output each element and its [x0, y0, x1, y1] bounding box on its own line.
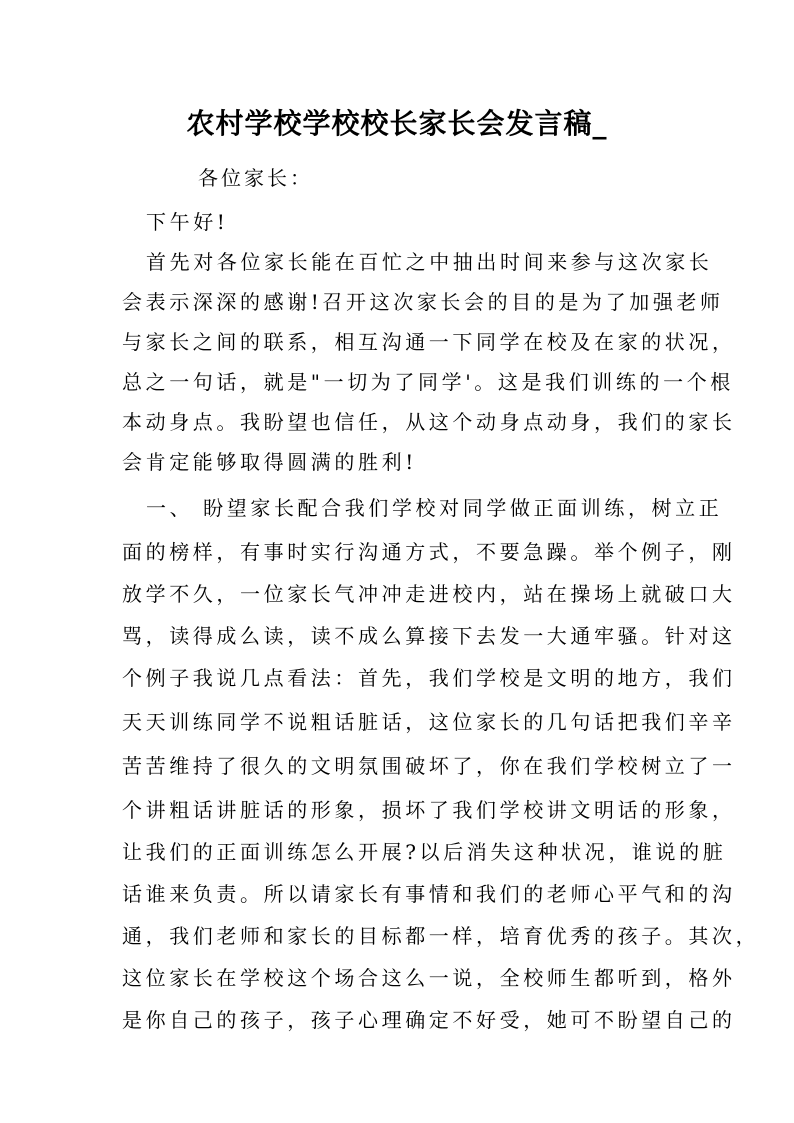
text-line: 天天训练同学不说粗话脏话，这位家长的几句话把我们辛辛: [122, 710, 736, 734]
greeting: 下午好!: [146, 210, 229, 234]
text-line: 会表示深深的感谢!召开这次家长会的目的是为了加强老师: [122, 290, 724, 314]
text-line: 放学不久，一位家长气冲冲走进校内，站在操场上就破口大: [122, 582, 736, 606]
text-line: 与家长之间的联系，相互沟通一下同学在校及在家的状况，: [122, 330, 736, 354]
text-line: 这位家长在学校这个场合这么一说，全校师生都听到，格外: [122, 966, 736, 990]
text-line: 首先对各位家长能在百忙之中抽出时间来参与这次家长: [146, 250, 713, 274]
text-line: 一、 盼望家长配合我们学校对同学做正面训练，树立正: [146, 496, 723, 520]
text-line: 让我们的正面训练怎么开展?以后消失这种状况，谁说的脏: [122, 840, 727, 864]
page-title: 农村学校学校校长家长会发言稿_: [186, 107, 608, 140]
salutation: 各位家长：: [198, 166, 313, 190]
text-line: 苦苦维持了很久的文明氛围破坏了，你在我们学校树立了一: [122, 754, 736, 778]
text-line: 通，我们老师和家长的目标都一样，培育优秀的孩子。其次，: [122, 924, 760, 948]
text-line: 总之一句话，就是"一切为了同学'。这是我们训练的一个根: [122, 370, 734, 394]
text-line: 个讲粗话讲脏话的形象，损坏了我们学校讲文明话的形象，: [122, 798, 736, 822]
text-line: 话谁来负责。所以请家长有事情和我们的老师心平气和的沟: [122, 882, 736, 906]
text-line: 个例子我说几点看法：首先，我们学校是文明的地方，我们: [122, 666, 736, 690]
text-line: 是你自己的孩子，孩子心理确定不好受，她可不盼望自己的: [122, 1008, 736, 1032]
text-line: 会肯定能够取得圆满的胜利!: [122, 450, 417, 474]
text-line: 骂，读得成么读，读不成么算接下去发一大通牢骚。针对这: [122, 624, 736, 648]
text-line: 本动身点。我盼望也信任，从这个动身点动身，我们的家长: [122, 410, 736, 434]
text-line: 面的榜样，有事时实行沟通方式，不要急躁。举个例子，刚: [122, 540, 736, 564]
